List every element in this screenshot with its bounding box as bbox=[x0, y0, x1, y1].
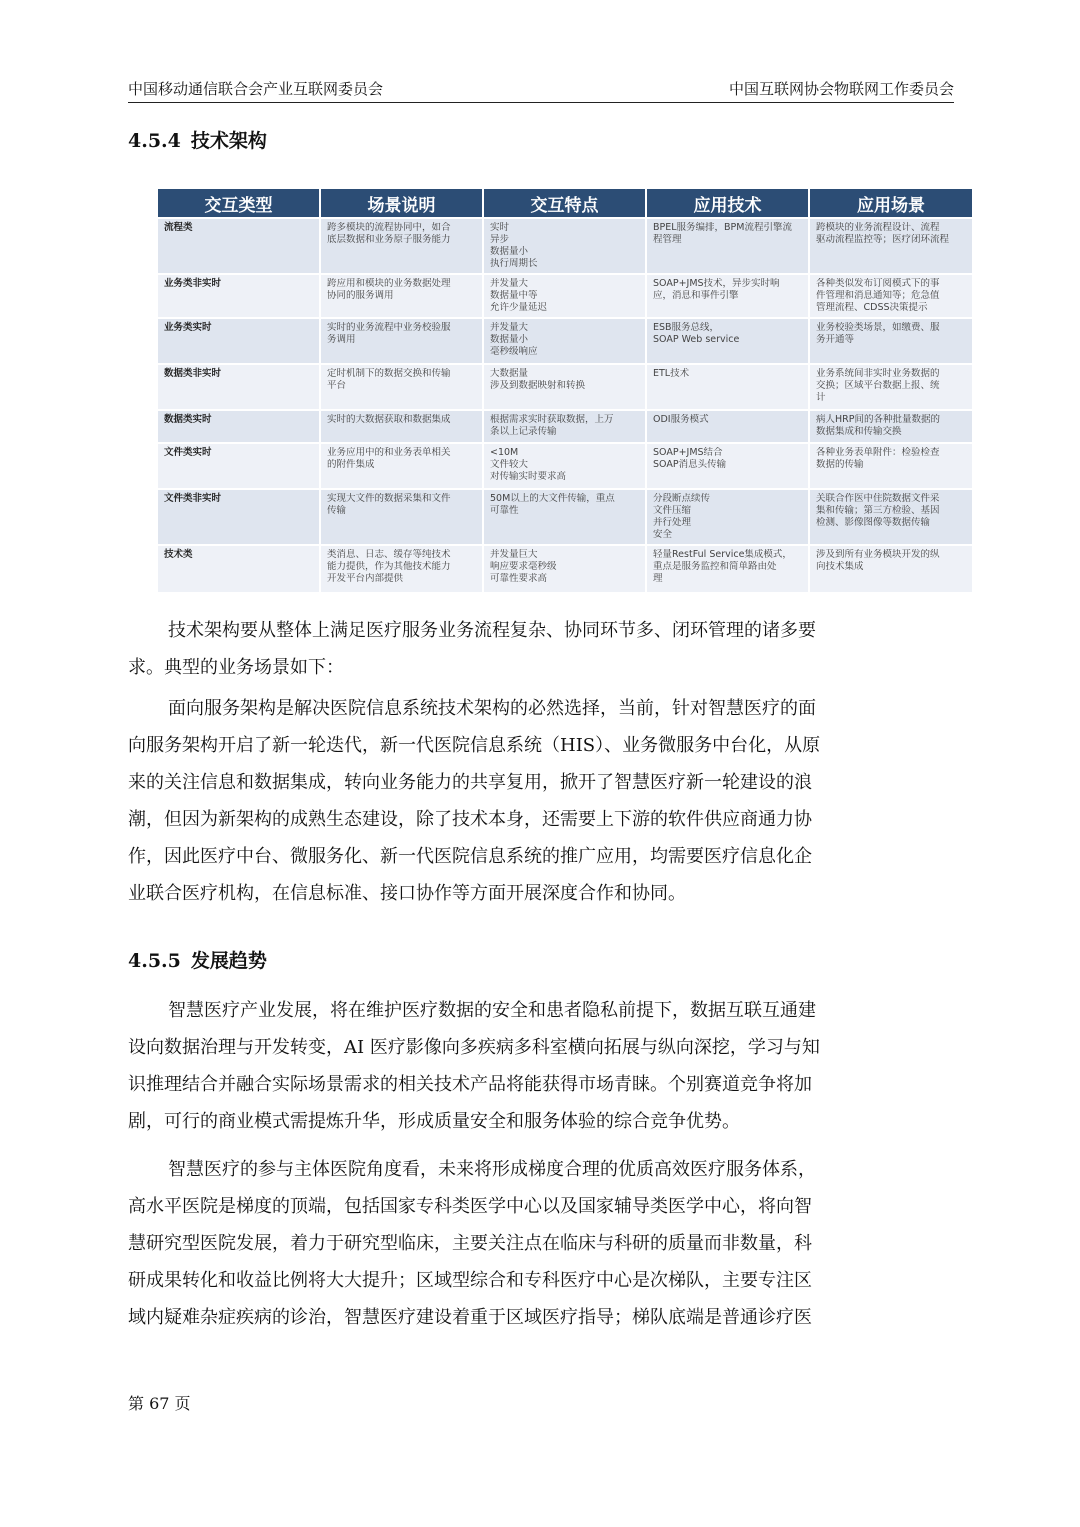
table-row bbox=[157, 274, 973, 318]
cell-text-line: 驱动流程监控等；医疗闭环流程 bbox=[816, 234, 950, 245]
table-cell-tech bbox=[646, 545, 809, 593]
paragraph-soa bbox=[128, 690, 954, 912]
cell-text-line: 应，消息和事件引擎 bbox=[653, 290, 739, 301]
table-cell-scene bbox=[809, 443, 973, 489]
text-line: 设向数据治理与开发转变，AI 医疗影像向多疾病多科室横向拓展与纵向深挖，学习与知 bbox=[128, 1037, 820, 1058]
cell-text-line: 向技术集成 bbox=[816, 561, 864, 572]
cell-text-line: ESB服务总线， bbox=[653, 322, 720, 333]
table-cell-desc bbox=[320, 443, 483, 489]
cell-text-line: 分段断点续传 bbox=[653, 493, 711, 504]
cell-text-line: 业务应用中的和业务表单相关 bbox=[327, 447, 451, 458]
paragraph-hospital-tiers bbox=[128, 1151, 954, 1336]
cell-text-line: 理 bbox=[653, 573, 663, 584]
text-line: 研成果转化和收益比例将大大提升；区域型综合和专科医疗中心是次梯队，主要专注区 bbox=[128, 1270, 812, 1291]
table-cell-desc bbox=[320, 410, 483, 443]
cell-text-line: 重点是服务监控和简单路由处 bbox=[653, 561, 777, 572]
cell-text-line: 实时的业务流程中业务校验服 bbox=[327, 322, 451, 333]
table-header-cell: 交互类型 bbox=[157, 188, 320, 218]
table-cell-scene bbox=[809, 218, 973, 274]
cell-text-line: SOAP+JMS技术，异步实时响 bbox=[653, 278, 780, 289]
header-left: 中国移动通信联合会产业互联网委员会 bbox=[128, 80, 384, 98]
cell-text-line: 毫秒级响应 bbox=[490, 346, 538, 357]
cell-text-line: 实时 bbox=[490, 222, 510, 233]
cell-text-line: 病人HRP间的各种批量数据的 bbox=[816, 414, 940, 425]
cell-text-line: 响应要求毫秒级 bbox=[490, 561, 557, 572]
text-line: 求。典型的业务场景如下： bbox=[128, 657, 344, 678]
cell-text-line: SOAP消息头传输 bbox=[653, 459, 727, 470]
cell-text-line: BPEL服务编排，BPM流程引擎流 bbox=[653, 222, 792, 233]
table-cell-desc bbox=[320, 218, 483, 274]
text-line: 来的关注信息和数据集成，转向业务能力的共享复用，掀开了智慧医疗新一轮建设的浪 bbox=[128, 772, 812, 793]
table-cell-type: 数据类实时 bbox=[157, 410, 320, 443]
section-title: 发展趋势 bbox=[190, 950, 267, 972]
table-cell-type: 业务类实时 bbox=[157, 318, 320, 364]
cell-text-line: <10M bbox=[490, 447, 519, 458]
text-line: 智慧医疗产业发展，将在维护医疗数据的安全和患者隐私前提下，数据互联互通建 bbox=[168, 1000, 816, 1021]
text-line: 高水平医院是梯度的顶端，包括国家专科类医学中心以及国家辅导类医学中心，将向智 bbox=[128, 1196, 812, 1217]
cell-text-line: 数据的传输 bbox=[816, 459, 864, 470]
cell-text-line: 跨应用和模块的业务数据处理 bbox=[327, 278, 451, 289]
text-line: 域内疑难杂症疾病的诊治，智慧医疗建设着重于区域医疗指导；梯队底端是普通诊疗医 bbox=[128, 1307, 812, 1328]
table-cell-feat bbox=[483, 218, 646, 274]
cell-text-line: 开发平台内部提供 bbox=[327, 573, 404, 584]
cell-text-line: 传输 bbox=[327, 505, 347, 516]
cell-text-line: 集和传输；第三方检验、基因 bbox=[816, 505, 940, 516]
table-cell-desc bbox=[320, 545, 483, 593]
cell-text-line: 数据量中等 bbox=[490, 290, 538, 301]
cell-text-line: 各种业务表单附件：检验检查 bbox=[816, 447, 940, 458]
cell-text-line: 平台 bbox=[327, 380, 347, 391]
cell-text-line: 可靠性 bbox=[490, 505, 519, 516]
table-cell-type: 文件类实时 bbox=[157, 443, 320, 489]
table-header-cell: 应用技术 bbox=[646, 188, 809, 218]
cell-text-line: 各种类似发布订阅模式下的事 bbox=[816, 278, 940, 289]
text-line: 慧研究型医院发展，着力于研究型临床，主要关注点在临床与科研的质量而非数量，科 bbox=[128, 1233, 812, 1254]
text-line: 面向服务架构是解决医院信息系统技术架构的必然选择，当前，针对智慧医疗的面 bbox=[168, 698, 816, 719]
table-cell-scene bbox=[809, 318, 973, 364]
table-cell-type: 数据类非实时 bbox=[157, 364, 320, 410]
cell-text-line: SOAP Web service bbox=[653, 334, 740, 345]
cell-text-line: ODI服务模式 bbox=[653, 414, 709, 425]
cell-text-line: 对传输实时要求高 bbox=[490, 471, 567, 482]
table-cell-desc bbox=[320, 318, 483, 364]
cell-text-line: 关联合作医中住院数据文件采 bbox=[816, 493, 940, 504]
cell-text-line: 跨多模块的流程协同中，如合 bbox=[327, 222, 451, 233]
cell-text-line: 条以上记录传输 bbox=[490, 426, 557, 437]
paragraph-trends bbox=[128, 992, 954, 1140]
cell-text-line: 实现大文件的数据采集和文件 bbox=[327, 493, 451, 504]
cell-text-line: 数据量小 bbox=[490, 334, 529, 345]
cell-text-line: 涉及到所有业务模块开发的纵 bbox=[816, 549, 940, 560]
table-cell-desc bbox=[320, 364, 483, 410]
section-title: 技术架构 bbox=[190, 130, 267, 152]
cell-text-line: 计 bbox=[816, 392, 826, 403]
table-row bbox=[157, 318, 973, 364]
cell-text-line: 数据量小 bbox=[490, 246, 529, 257]
table-cell-desc bbox=[320, 274, 483, 318]
interaction-table bbox=[156, 187, 974, 594]
table-cell-scene bbox=[809, 489, 973, 545]
table-row bbox=[157, 443, 973, 489]
table-cell-feat bbox=[483, 410, 646, 443]
cell-text-line: 类消息、日志、缓存等纯技术 bbox=[327, 549, 451, 560]
page-header bbox=[128, 74, 954, 103]
cell-text-line: 数据集成和传输交换 bbox=[816, 426, 902, 437]
cell-text-line: 异步 bbox=[490, 234, 510, 245]
section-number: 4.5.4 bbox=[128, 130, 181, 152]
table-header-row bbox=[157, 188, 973, 218]
table-cell-tech bbox=[646, 364, 809, 410]
table-cell-feat bbox=[483, 545, 646, 593]
table-header-cell: 交互特点 bbox=[483, 188, 646, 218]
cell-text-line: 允许少量延迟 bbox=[490, 302, 548, 313]
table-row bbox=[157, 545, 973, 593]
cell-text-line: ETL技术 bbox=[653, 368, 690, 379]
text-line: 剧，可行的商业模式需提炼升华，形成质量安全和服务体验的综合竞争优势。 bbox=[128, 1111, 740, 1132]
cell-text-line: 交换；区域平台数据上报、统 bbox=[816, 380, 940, 391]
cell-text-line: 并行处理 bbox=[653, 517, 692, 528]
text-line: 识推理结合并融合实际场景需求的相关技术产品将能获得市场青睐。个别赛道竞争将加 bbox=[128, 1074, 812, 1095]
table-cell-feat bbox=[483, 364, 646, 410]
cell-text-line: 程管理 bbox=[653, 234, 682, 245]
table-cell-type: 流程类 bbox=[157, 218, 320, 274]
table-row bbox=[157, 364, 973, 410]
section-number: 4.5.5 bbox=[128, 950, 181, 972]
section-heading-4-5-4 bbox=[128, 126, 267, 153]
cell-text-line: 并发量大 bbox=[490, 322, 529, 333]
table-cell-scene bbox=[809, 274, 973, 318]
cell-text-line: 业务校验类场景，如缴费、服 bbox=[816, 322, 940, 333]
table-cell-desc bbox=[320, 489, 483, 545]
table-cell-tech bbox=[646, 318, 809, 364]
table-cell-scene bbox=[809, 364, 973, 410]
cell-text-line: SOAP+JMS结合 bbox=[653, 447, 723, 458]
table-cell-type: 技术类 bbox=[157, 545, 320, 593]
cell-text-line: 并发量大 bbox=[490, 278, 529, 289]
table-row bbox=[157, 489, 973, 545]
text-line: 向服务架构开启了新一轮迭代，新一代医院信息系统（HIS）、业务微服务中台化，从原 bbox=[128, 735, 821, 756]
table-header-cell: 应用场景 bbox=[809, 188, 973, 218]
text-line: 技术架构要从整体上满足医疗服务业务流程复杂、协同环节多、闭环管理的诸多要 bbox=[168, 620, 816, 641]
paragraph-tech-architecture bbox=[128, 612, 954, 686]
cell-text-line: 管理流程、CDSS决策提示 bbox=[816, 302, 928, 313]
cell-text-line: 并发量巨大 bbox=[490, 549, 538, 560]
cell-text-line: 大数据量 bbox=[490, 368, 529, 379]
cell-text-line: 检测、影像图像等数据传输 bbox=[816, 517, 931, 528]
table-cell-feat bbox=[483, 318, 646, 364]
cell-text-line: 实时的大数据获取和数据集成 bbox=[327, 414, 451, 425]
text-line: 业联合医疗机构，在信息标准、接口协作等方面开展深度合作和协同。 bbox=[128, 883, 686, 904]
table-cell-tech bbox=[646, 218, 809, 274]
cell-text-line: 根据需求实时获取数据，上万 bbox=[490, 414, 614, 425]
text-line: 智慧医疗的参与主体医院角度看，未来将形成梯度合理的优质高效医疗服务体系， bbox=[168, 1159, 816, 1180]
table-header-cell: 场景说明 bbox=[320, 188, 483, 218]
cell-text-line: 业务系统间非实时业务数据的 bbox=[816, 368, 940, 379]
cell-text-line: 定时机制下的数据交换和传输 bbox=[327, 368, 451, 379]
cell-text-line: 务开通等 bbox=[816, 334, 855, 345]
section-heading-4-5-5 bbox=[128, 946, 267, 973]
cell-text-line: 能力提供，作为其他技术能力 bbox=[327, 561, 451, 572]
cell-text-line: 安全 bbox=[653, 529, 673, 540]
cell-text-line: 底层数据和业务原子服务能力 bbox=[327, 234, 451, 245]
cell-text-line: 跨模块的业务流程设计、流程 bbox=[816, 222, 940, 233]
cell-text-line: 协同的服务调用 bbox=[327, 290, 394, 301]
text-line: 潮，但因为新架构的成熟生态建设，除了技术本身，还需要上下游的软件供应商通力协 bbox=[128, 809, 812, 830]
cell-text-line: 可靠性要求高 bbox=[490, 573, 548, 584]
table-cell-scene bbox=[809, 410, 973, 443]
cell-text-line: 轻量RestFul Service集成模式， bbox=[653, 549, 792, 560]
cell-text-line: 文件较大 bbox=[490, 459, 529, 470]
table-cell-feat bbox=[483, 443, 646, 489]
cell-text-line: 涉及到数据映射和转换 bbox=[490, 380, 586, 391]
table-cell-type: 文件类非实时 bbox=[157, 489, 320, 545]
cell-text-line: 执行周期长 bbox=[490, 258, 538, 269]
table-cell-tech bbox=[646, 443, 809, 489]
cell-text-line: 的附件集成 bbox=[327, 459, 375, 470]
page-number: 第 67 页 bbox=[128, 1394, 191, 1413]
table-cell-tech bbox=[646, 489, 809, 545]
cell-text-line: 件管理和消息通知等；危急值 bbox=[816, 290, 940, 301]
table-cell-feat bbox=[483, 274, 646, 318]
table-row bbox=[157, 410, 973, 443]
table-row bbox=[157, 218, 973, 274]
cell-text-line: 文件压缩 bbox=[653, 505, 692, 516]
table-cell-type: 业务类非实时 bbox=[157, 274, 320, 318]
table-cell-tech bbox=[646, 274, 809, 318]
cell-text-line: 50M以上的大文件传输，重点 bbox=[490, 493, 615, 504]
table-cell-tech bbox=[646, 410, 809, 443]
table-cell-feat bbox=[483, 489, 646, 545]
cell-text-line: 务调用 bbox=[327, 334, 356, 345]
header-right: 中国互联网协会物联网工作委员会 bbox=[728, 80, 954, 98]
text-line: 作，因此医疗中台、微服务化、新一代医院信息系统的推广应用，均需要医疗信息化企 bbox=[128, 846, 812, 867]
table-cell-scene bbox=[809, 545, 973, 593]
